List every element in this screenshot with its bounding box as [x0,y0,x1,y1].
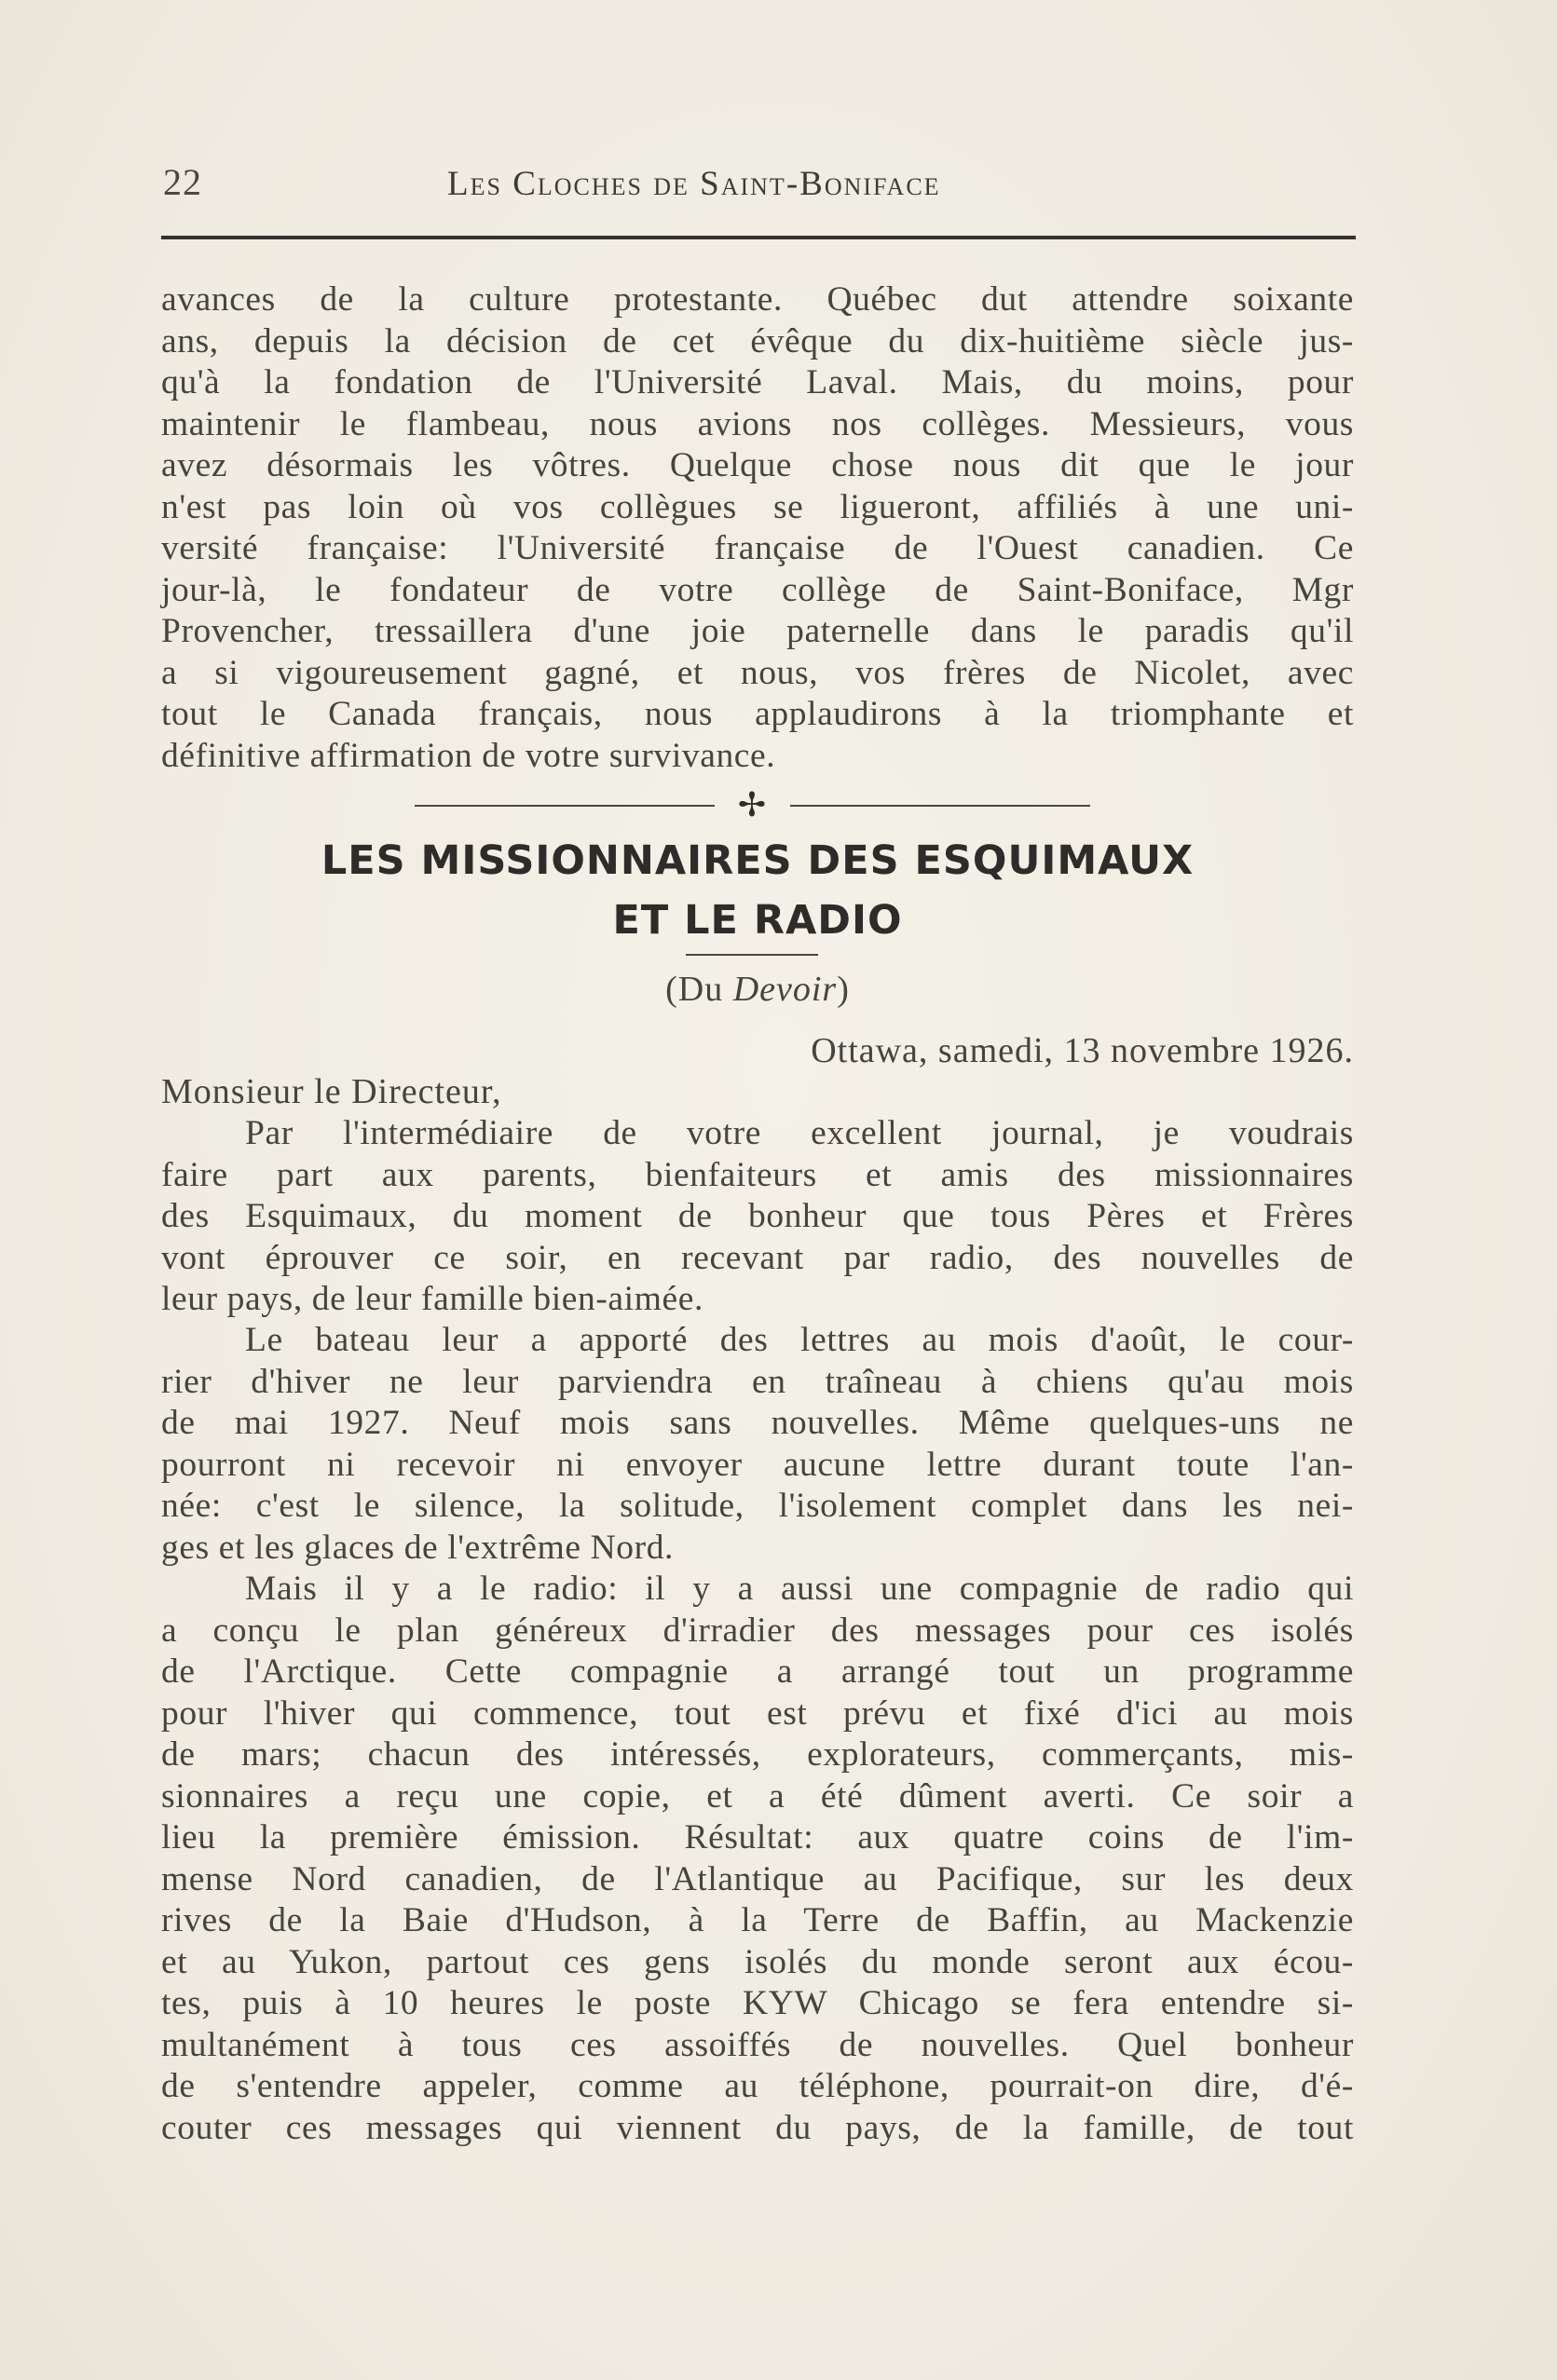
text-line: et au Yukon, partout ces gens isolés du monde seront aux écou- [161,1942,1354,1981]
divider-rule-right [790,805,1090,807]
text-line: tout le Canada français, nous applaudirons à la triomphante et [161,695,1354,733]
text-line: mense Nord canadien, de l'Atlantique au Pacifique, sur les deux [161,1859,1354,1898]
text-line: définitive affirmation de votre survivance. [161,736,776,775]
text-line: a conçu le plan généreux d'irradier des messages pour ces isolés [161,1611,1354,1650]
text-line: née: c'est le silence, la solitude, l'isolement complet dans les nei- [161,1487,1354,1525]
text-line: pourront ni recevoir ni envoyer aucune lettre durant toute l'an- [161,1445,1354,1484]
article-paragraph-1 [161,1113,1354,1321]
source-name: Devoir [732,970,838,1009]
text-line: Par l'intermédiaire de votre excellent journal, je voudrais [245,1114,1354,1152]
article-source [161,969,1354,1010]
continued-paragraph [161,279,1354,777]
dateline: Ottawa, samedi, 13 novembre 1926. [811,1031,1354,1070]
text-line: avez désormais les vôtres. Quelque chose nous dit que le jour [161,446,1354,484]
title-rule [686,954,818,956]
text-line: de s'entendre appeler, comme au téléphone, pourrait-on dire, d'é- [161,2067,1354,2105]
article-title-line-2: ET LE RADIO [612,897,903,944]
text-line: multanément à tous ces assoiffés de nouvelles. Quel bonheur [161,2025,1354,2064]
text-line: n'est pas loin où vos collègues se ligueront, affiliés à une uni- [161,487,1354,526]
article-title [161,831,1354,950]
text-line: leur pays, de leur famille bien-aimée. [161,1280,703,1318]
text-line: ans, depuis la décision de cet évêque du dix-huitième siècle jus- [161,321,1354,360]
text-line: qu'à la fondation de l'Université Laval. Mais, du moins, pour [161,363,1354,401]
text-line: faire part aux parents, bienfaiteurs et amis des missionnaires [161,1155,1354,1194]
divider-rule-left [415,805,715,807]
text-line: maintenir le flambeau, nous avions nos collèges. Messieurs, vous [161,404,1354,443]
text-line: Mais il y a le radio: il y a aussi une compagnie de radio qui [245,1570,1354,1608]
text-line: couter ces messages qui viennent du pays, de la famille, de tout [161,2108,1354,2147]
text-line: vont éprouver ce soir, en recevant par radio, des nouvelles de [161,1238,1354,1277]
text-line: rives de la Baie d'Hudson, à la Terre de Baffin, au Mackenzie [161,1901,1354,1939]
article-paragraph-3 [161,1569,1354,2149]
text-line: ges et les glaces de l'extrême Nord. [161,1528,675,1567]
text-line: Le bateau leur a apporté des lettres au mois d'août, le cour- [245,1321,1354,1359]
text-line: rier d'hiver ne leur parviendra en traîneau à chiens qu'au mois [161,1362,1354,1401]
section-divider [415,786,1090,827]
article-title-line-1: LES MISSIONNAIRES DES ESQUIMAUX [321,837,1195,884]
page-header [163,160,1356,216]
salutation: Monsieur le Directeur, [161,1072,502,1111]
text-line: Provencher, tressaillera d'une joie paternelle dans le paradis qu'il [161,612,1354,650]
text-line: versité française: l'Université française de l'Ouest canadien. Ce [161,529,1354,567]
cross-ornament-icon: ✢ [737,786,767,824]
text-line: sionnaires a reçu une copie, et a été dûment averti. Ce soir a [161,1776,1354,1816]
source-prefix: (Du [665,970,733,1009]
article-paragraph-2 [161,1320,1354,1569]
header-rule [161,236,1356,239]
text-line: de mai 1927. Neuf mois sans nouvelles. Même quelques-uns ne [161,1404,1354,1442]
text-line: avances de la culture protestante. Québec dut attendre soixante [161,280,1354,319]
text-line: lieu la première émission. Résultat: aux quatre coins de l'im- [161,1818,1354,1856]
source-suffix: ) [837,970,850,1009]
text-line: a si vigoureusement gagné, et nous, vos frères de Nicolet, avec [161,653,1354,692]
text-line: de mars; chacun des intéressés, explorateurs, commerçants, mis- [161,1735,1354,1774]
text-line: jour-là, le fondateur de votre collège de Saint-Boniface, Mgr [161,570,1354,609]
running-head: Les Cloches de Saint-Boniface [447,165,941,203]
text-line: de l'Arctique. Cette compagnie a arrangé tout un programme [161,1652,1354,1691]
text-line: tes, puis à 10 heures le poste KYW Chicago se fera entendre si- [161,1984,1354,2022]
page-number: 22 [163,161,202,203]
text-line: des Esquimaux, du moment de bonheur que tous Pères et Frères [161,1197,1354,1235]
text-line: pour l'hiver qui commence, tout est prévu et fixé d'ici au mois [161,1693,1354,1733]
